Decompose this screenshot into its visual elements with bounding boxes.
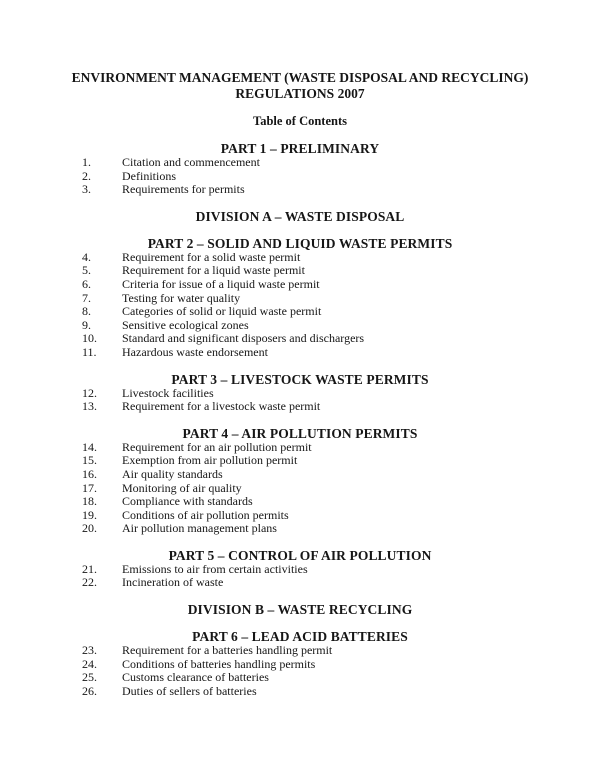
toc-item-number: 7. <box>82 290 91 305</box>
toc-item-text: Duties of sellers of batteries <box>122 683 257 698</box>
toc-item-number: 11. <box>82 344 97 359</box>
toc-item-number: 25. <box>82 670 97 685</box>
toc-item-number: 26. <box>82 683 97 698</box>
toc-item <box>0 156 600 170</box>
toc-item <box>0 495 600 509</box>
part-heading: PART 1 – PRELIMINARY <box>220 141 380 156</box>
toc-item-text: Standard and significant disposers and dischargers <box>122 331 365 346</box>
toc-item-number: 16. <box>82 466 97 481</box>
toc-item <box>0 563 600 577</box>
document-title-line1: ENVIRONMENT MANAGEMENT (WASTE DISPOSAL AND RECYCLING) <box>71 70 529 85</box>
toc-item <box>0 509 600 523</box>
toc-item-number: 22. <box>82 575 97 590</box>
part-heading: PART 5 – CONTROL OF AIR POLLUTION <box>168 547 432 563</box>
toc-item-number: 20. <box>82 521 97 536</box>
toc-item-number: 21. <box>82 561 97 576</box>
toc-item <box>0 658 600 672</box>
toc-item-text: Livestock facilities <box>122 385 214 400</box>
toc-item-number: 17. <box>82 480 97 495</box>
toc-item-text: Definitions <box>122 168 176 183</box>
toc-item-text: Air quality standards <box>122 466 223 481</box>
toc-item <box>0 292 600 306</box>
toc-item <box>0 183 600 197</box>
division-heading: DIVISION A – WASTE DISPOSAL <box>195 208 405 224</box>
toc-item-text: Testing for water quality <box>122 290 241 305</box>
toc-item-text: Requirement for a batteries handling permit <box>122 643 333 658</box>
toc-item <box>0 170 600 184</box>
toc-item <box>0 346 600 360</box>
toc-item-number: 19. <box>82 507 97 522</box>
toc-item-number: 24. <box>82 656 97 671</box>
toc-item-text: Air pollution management plans <box>122 521 277 536</box>
toc-item-text: Hazardous waste endorsement <box>122 344 268 359</box>
toc-item <box>0 305 600 319</box>
toc-item-text: Conditions of air pollution permits <box>122 507 289 522</box>
toc-item-number: 4. <box>82 249 91 264</box>
part-heading: PART 4 – AIR POLLUTION PERMITS <box>182 425 418 441</box>
toc-item <box>0 644 600 658</box>
toc-item-number: 3. <box>82 182 91 197</box>
toc-item <box>0 400 600 414</box>
toc-item-number: 2. <box>82 168 91 183</box>
toc-item <box>0 522 600 536</box>
part-heading: PART 3 – LIVESTOCK WASTE PERMITS <box>171 371 429 387</box>
toc-item-text: Customs clearance of batteries <box>122 670 269 685</box>
toc-item-text: Requirement for a liquid waste permit <box>122 263 305 278</box>
toc-item-text: Requirement for an air pollution permit <box>122 439 312 454</box>
toc-item-number: 9. <box>82 317 91 332</box>
part-heading: PART 2 – SOLID AND LIQUID WASTE PERMITS <box>147 235 453 251</box>
toc-item <box>0 576 600 590</box>
part-heading: PART 6 – LEAD ACID BATTERIES <box>192 629 408 645</box>
toc-item-text: Criteria for issue of a liquid waste permit <box>122 276 320 291</box>
toc-item-number: 12. <box>82 385 97 400</box>
toc-heading: Table of Contents <box>253 114 347 128</box>
toc-item-text: Exemption from air pollution permit <box>122 453 298 468</box>
toc-item-text: Emissions to air from certain activities <box>122 561 308 576</box>
toc-item-text: Incineration of waste <box>122 575 224 590</box>
toc-item-text: Requirements for permits <box>122 182 245 197</box>
toc-item-number: 18. <box>82 494 97 509</box>
toc-item-number: 8. <box>82 304 91 319</box>
toc-item-number: 5. <box>82 263 91 278</box>
toc-item-number: 23. <box>82 643 97 658</box>
toc-item <box>0 482 600 496</box>
toc-item <box>0 441 600 455</box>
toc-item-number: 6. <box>82 276 91 291</box>
document-title-line2: REGULATIONS 2007 <box>235 86 365 101</box>
toc-item-text: Compliance with standards <box>122 494 253 509</box>
document-title <box>0 70 600 102</box>
toc-item <box>0 332 600 346</box>
toc-item <box>0 685 600 699</box>
toc-sections <box>0 141 600 698</box>
toc-item <box>0 468 600 482</box>
toc-item-text: Categories of solid or liquid waste permit <box>122 304 322 319</box>
toc-item <box>0 454 600 468</box>
toc-item-text: Sensitive ecological zones <box>122 317 249 332</box>
toc-item <box>0 264 600 278</box>
toc-item <box>0 251 600 265</box>
toc-item-number: 13. <box>82 399 97 414</box>
division-heading: DIVISION B – WASTE RECYCLING <box>187 602 413 618</box>
toc-item-number: 14. <box>82 439 97 454</box>
toc-item-text: Monitoring of air quality <box>122 480 242 495</box>
toc-item-text: Citation and commencement <box>122 155 260 169</box>
toc-item <box>0 278 600 292</box>
toc-item-number: 15. <box>82 453 97 468</box>
toc-item-text: Requirement for a solid waste permit <box>122 249 301 264</box>
toc-item <box>0 319 600 333</box>
toc-item <box>0 387 600 401</box>
toc-item-text: Requirement for a livestock waste permit <box>122 399 321 414</box>
toc-item-number: 10. <box>82 331 97 346</box>
toc-item <box>0 671 600 685</box>
toc-item-number: 1. <box>82 155 91 169</box>
toc-item-text: Conditions of batteries handling permits <box>122 656 316 671</box>
